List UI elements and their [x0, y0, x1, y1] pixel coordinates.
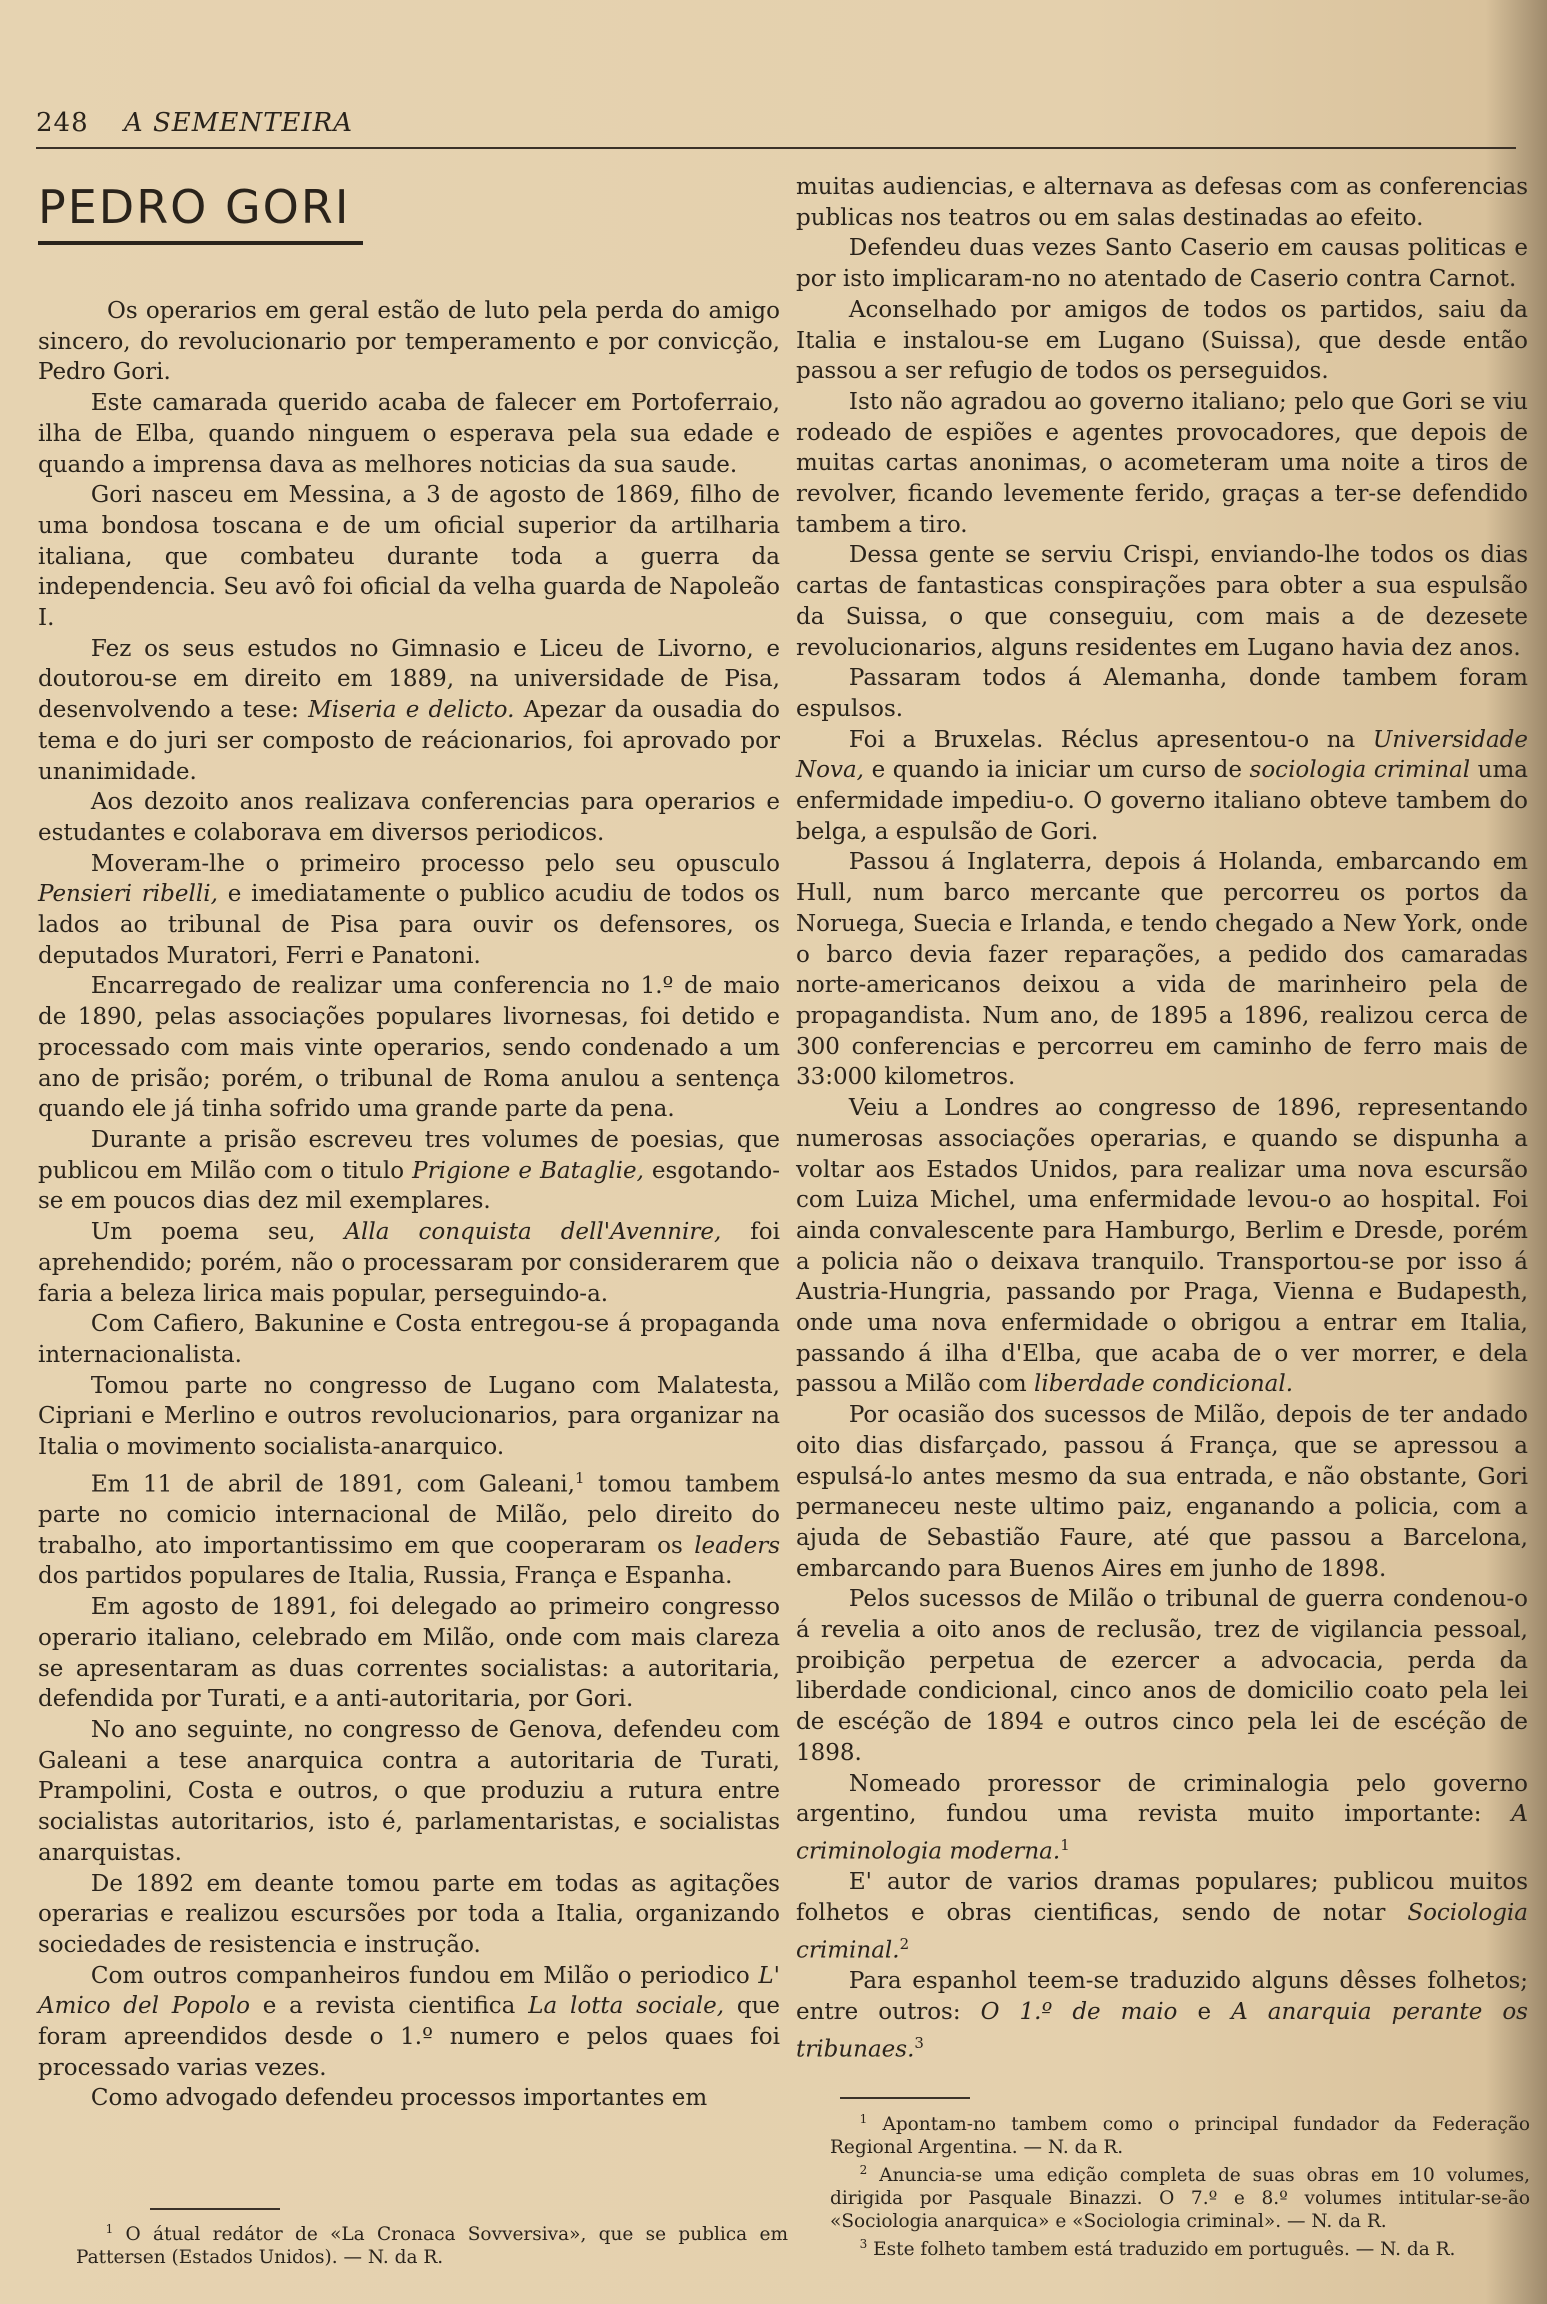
- text-run: e a revista cientifica: [262, 1993, 516, 2020]
- text-run: e imediatamente o publico acudiu de todos os lados ao tribunal de Pisa para ouvir os defensores, os deputados Muratori, Ferri e Panatoni.: [38, 881, 780, 969]
- paragraph: De 1892 em deante tomou parte em todas as agitações operarias e realizou escursões por toda a Italia, organizando sociedades de resistencia e instrução.: [38, 1870, 780, 1958]
- work-title: Prigione e Bataglie,: [412, 1157, 644, 1184]
- text-run: Moveram-lhe o primeiro processo pelo seu opusculo: [90, 850, 780, 877]
- text-run: e quando ia iniciar um curso de: [871, 757, 1242, 784]
- title-underline: [38, 241, 363, 245]
- text-run: Foi a Bruxelas. Réclus apresentou-o na: [848, 726, 1356, 753]
- course-name: sociologia criminal: [1249, 757, 1471, 784]
- paragraph: Pelos sucessos de Milão o tribunal de guerra condenou-o á revelia a oito anos de reclusão, trez de vigilancia pessoal, proibição perpetua de ezercer a advocacia, perda da liberdade condicional, cinco anos de domicilio coato pela lei de escéção de 1894 e outros cinco pela lei de escéção de 1898.: [796, 1586, 1528, 1766]
- text-run: dos partidos populares de Italia, Russia, França e Espanha.: [38, 1563, 733, 1590]
- footnote-text: Anuncia-se uma edição completa de suas obras em 10 volumes, dirigida por Pasquale Binazzi. O 7.º e 8.º volumes intitular-se-ão «Sociologia anarquica» e «Sociologia criminal». — N. da R.: [830, 2165, 1530, 2233]
- text-run: Com outros companheiros fundou em Milão o periodico: [90, 1962, 750, 1989]
- paragraph: Gori nasceu em Messina, a 3 de agosto de 1869, filho de uma bondosa toscana e de um oficial superior da artilharia italiana, que combateu durante toda a guerra da independencia. Seu avô foi oficial da velha guarda de Napoleão I.: [38, 482, 780, 632]
- paragraph: Encarregado de realizar uma conferencia no 1.º de maio de 1890, pelas associações populares livornesas, foi detido e processado com mais vinte operarios, sendo condenado a um ano de prisão; porém, o tribunal de Roma anulou a sentença quando ele já tinha sofrido uma grande parte da pena.: [38, 973, 780, 1123]
- paragraph: [796, 1867, 1528, 1966]
- footnote: [830, 2108, 1530, 2159]
- footnote-mark: 1: [859, 2112, 868, 2126]
- work-title: Alla conquista dell'Avennire,: [344, 1219, 722, 1246]
- footnote-mark: 1: [105, 2222, 114, 2236]
- text-run: Fez os seus estudos no Gimnasio e Liceu de Livorno, e doutorou-se em direito em 1889, na universidade de Pisa, desenvolvendo a tese:: [38, 635, 780, 724]
- footnote-ref: 1: [574, 1468, 585, 1487]
- text-run: que foram apreendidos desde o 1.º numero e pelos quaes foi processado varias vezes.: [38, 1993, 781, 2081]
- legal-term: liberdade condicional.: [1034, 1371, 1294, 1398]
- paragraph: Em agosto de 1891, foi delegado ao primeiro congresso operario italiano, celebrado em Milão, onde com mais clareza se apresentaram as duas correntes socialistas: a autoritaria, defendida por Turati, e a anti-autoritaria, por Gori.: [38, 1594, 780, 1713]
- text-run: tomou tambem parte no comicio internacional de Milão, pelo direito do trabalho, ato importantissimo em que cooperaram os: [38, 1471, 781, 1559]
- paragraph: [38, 634, 780, 788]
- footnote-rule: [150, 2208, 280, 2210]
- footnote: [76, 2218, 788, 2269]
- work-title: Pensieri ribelli,: [38, 881, 218, 908]
- text-run: Veiu a Londres ao congresso de 1896, representando numerosas associações operarias, e quando se dispunha a voltar aos Estados Unidos, para realizar uma nova escursão com Luiza Michel, uma enfermidade levou-o ao hospital. Foi ainda convalescente para Hamburgo, Berlim e Dresde, porém a policia não o deixava tranquilo. Transportou-se por isso á Austria-Hungria, passando por Praga, Vienna e Budapesth, onde uma nova enfermidade o obrigou a entrar em Italia, passando á ilha d'Elba, que acaba de o ver morrer, e dela passou a Milão com: [796, 1095, 1528, 1398]
- paragraph: [38, 849, 780, 972]
- paragraph: Os operarios em geral estão de luto pela perda do amigo sincero, do revolucionario por temperamento e por convicção, Pedro Gori.: [38, 298, 780, 386]
- text-run: Apezar da ousadia do tema e do juri ser composto de reácionarios, foi aprovado por unanimidade.: [38, 697, 781, 785]
- article-title: PEDRO GORI: [38, 180, 351, 234]
- footnote-rule: [840, 2097, 970, 2099]
- paragraph: Passou á Inglaterra, depois á Holanda, embarcando em Hull, num barco mercante que percorreu os portos da Noruega, Suecia e Irlanda, e tendo chegado a New York, onde o barco devia fazer reparações, a pedido dos camaradas norte-americanos deixou a vida de marinheiro pela de propagandista. Num ano, de 1895 a 1896, realizou cerca de 300 conferencias e percorreu em caminho de ferro mais de 33:000 kilometros.: [796, 849, 1528, 1091]
- paragraph: Aconselhado por amigos de todos os partidos, saiu da Italia e instalou-se em Lugano (Suissa), que desde então passou a ser refugio de todos os perseguidos.: [796, 296, 1528, 385]
- paragraph: Isto não agradou ao governo italiano; pelo que Gori se viu rodeado de espiões e agentes provocadores, que depois de muitas cartas anonimas, o acometeram uma noite a tiros de revolver, ficando levemente ferido, graças a ter-se defendido tambem a tiro.: [796, 388, 1528, 538]
- footnote: [830, 2159, 1530, 2233]
- work-title: O 1.º de maio: [980, 1998, 1178, 2025]
- paragraph: [796, 1769, 1528, 1868]
- footnotes-right: [830, 2108, 1530, 2261]
- paragraph: Passaram todos á Alemanha, donde tambem foram espulsos.: [796, 665, 1528, 722]
- paragraph: Tomou parte no congresso de Lugano com Malatesta, Cipriani e Merlino e outros revolucionarios, para organizar na Italia o movimento socialista-anarquico.: [38, 1372, 780, 1461]
- footnote: [830, 2233, 1530, 2261]
- paragraph: Por ocasião dos sucessos de Milão, depois de ter andado oito dias disfarçado, passou á França, que se apressou a espulsá-lo antes mesmo da sua entrada, e não obstante, Gori permaneceu neste ultimo paiz, enganando a policia, com a ajuda de Sebastião Faure, até que passou a Barcelona, embarcando para Buenos Aires em junho de 1898.: [796, 1402, 1528, 1582]
- work-title: A anarquia perante os tribunaes.: [796, 1998, 1528, 2063]
- paragraph: Como advogado defendeu processos importantes em: [90, 2085, 708, 2112]
- text-run: foi aprehendido; porém, não o processaram por considerarem que faria a beleza lirica mais popular, perseguindo-a.: [38, 1219, 781, 1307]
- periodical-title: La lotta sociale,: [528, 1993, 725, 2020]
- paragraph: [796, 1093, 1528, 1400]
- running-head: [36, 108, 353, 138]
- paragraph: [38, 1961, 780, 2084]
- journal-title: A SEMENTEIRA: [123, 108, 354, 138]
- header-rule: [36, 147, 1516, 149]
- paragraph: Dessa gente se serviu Crispi, enviando-lhe todos os dias cartas de fantasticas conspirações para obter a sua espulsão da Suissa, o que conseguiu, com mais a de dezesete revolucionarios, alguns residentes em Lugano havia dez anos.: [796, 542, 1528, 661]
- footnote-ref: 2: [899, 1934, 910, 1953]
- footnote-text: Apontam-no tambem como o principal fundador da Federação Regional Argentina. — N. da R.: [830, 2114, 1530, 2159]
- paragraph: [38, 1217, 780, 1309]
- text-run: E' autor de varios dramas populares; publicou muitos folhetos e obras cientificas, sendo de notar: [796, 1869, 1528, 1927]
- paragraph: [38, 1125, 780, 1217]
- text-run: uma enfermidade impediu-o. O governo italiano obteve tambem do belga, a espulsão de Gori.: [796, 757, 1529, 845]
- page-number: 248: [36, 108, 89, 138]
- institution-name: Universidade Nova,: [796, 726, 1528, 784]
- footnote-mark: 3: [859, 2237, 868, 2252]
- work-title: Miseria e delicto.: [308, 697, 515, 724]
- text-run: Um poema seu,: [90, 1219, 316, 1246]
- footnote-ref: 1: [1060, 1835, 1070, 1854]
- text-run: esgotando-se em poucos dias dez mil exemplares.: [38, 1157, 781, 1215]
- text-run: Para espanhol teem-se traduzido alguns dêsses folhetos; entre outros:: [796, 1968, 1528, 2025]
- paragraph: Com Cafiero, Bakunine e Costa entregou-se á propaganda internacionalista.: [38, 1311, 780, 1368]
- work-title: Sociologia criminal.: [796, 1900, 1528, 1964]
- footnotes-left: [76, 2218, 788, 2269]
- text-run: e: [1197, 1998, 1212, 2025]
- footnote-text: Este folheto tambem está traduzido em português. — N. da R.: [873, 2239, 1456, 2261]
- paragraph: Defendeu duas vezes Santo Caserio em causas politicas e por isto implicaram-no no atentado de Caserio contra Carnot.: [796, 235, 1528, 293]
- text-run: Em 11 de abril de 1891, com Galeani,: [90, 1471, 575, 1498]
- paragraph: [38, 1463, 780, 1592]
- foreign-term: leaders: [694, 1532, 780, 1559]
- footnote-text: O átual redátor de «La Cronaca Sovversiva», que se publica em Pattersen (Estados Unidos). — N. da R.: [76, 2224, 788, 2269]
- footnote-ref: 3: [914, 2033, 924, 2052]
- periodical-title: L' Amico del Popolo: [38, 1962, 780, 2020]
- paragraph: muitas audiencias, e alternava as defesas com as conferencias publicas nos teatros ou em salas destinadas ao efeito.: [796, 174, 1528, 231]
- paragraph: Este camarada querido acaba de falecer em Portoferraio, ilha de Elba, quando ninguem o esperava pela sua edade e quando a imprensa dava as melhores noticias da sua saude.: [38, 390, 780, 478]
- text-run: Durante a prisão escreveu tres volumes de poesias, que publicou em Milão com o titulo: [38, 1126, 780, 1184]
- left-column: [38, 296, 780, 2114]
- text-run: Nomeado proressor de criminalogia pelo governo argentino, fundou uma revista muito importante:: [796, 1770, 1528, 1828]
- periodical-title: A criminologia moderna.: [796, 1801, 1528, 1865]
- paragraph: [796, 1966, 1528, 2065]
- footnote-mark: 2: [859, 2163, 868, 2178]
- paragraph: No ano seguinte, no congresso de Genova, defendeu com Galeani a tese anarquica contra a autoritaria de Turati, Prampolini, Costa e outros, o que produziu a rutura entre socialistas autoritarios, isto é, parlamentaristas, e socialistas anarquistas.: [38, 1717, 780, 1866]
- paragraph: [796, 725, 1528, 848]
- right-column: [796, 172, 1528, 2065]
- paragraph: Aos dezoito anos realizava conferencias para operarios e estudantes e colaborava em diversos periodicos.: [38, 789, 780, 846]
